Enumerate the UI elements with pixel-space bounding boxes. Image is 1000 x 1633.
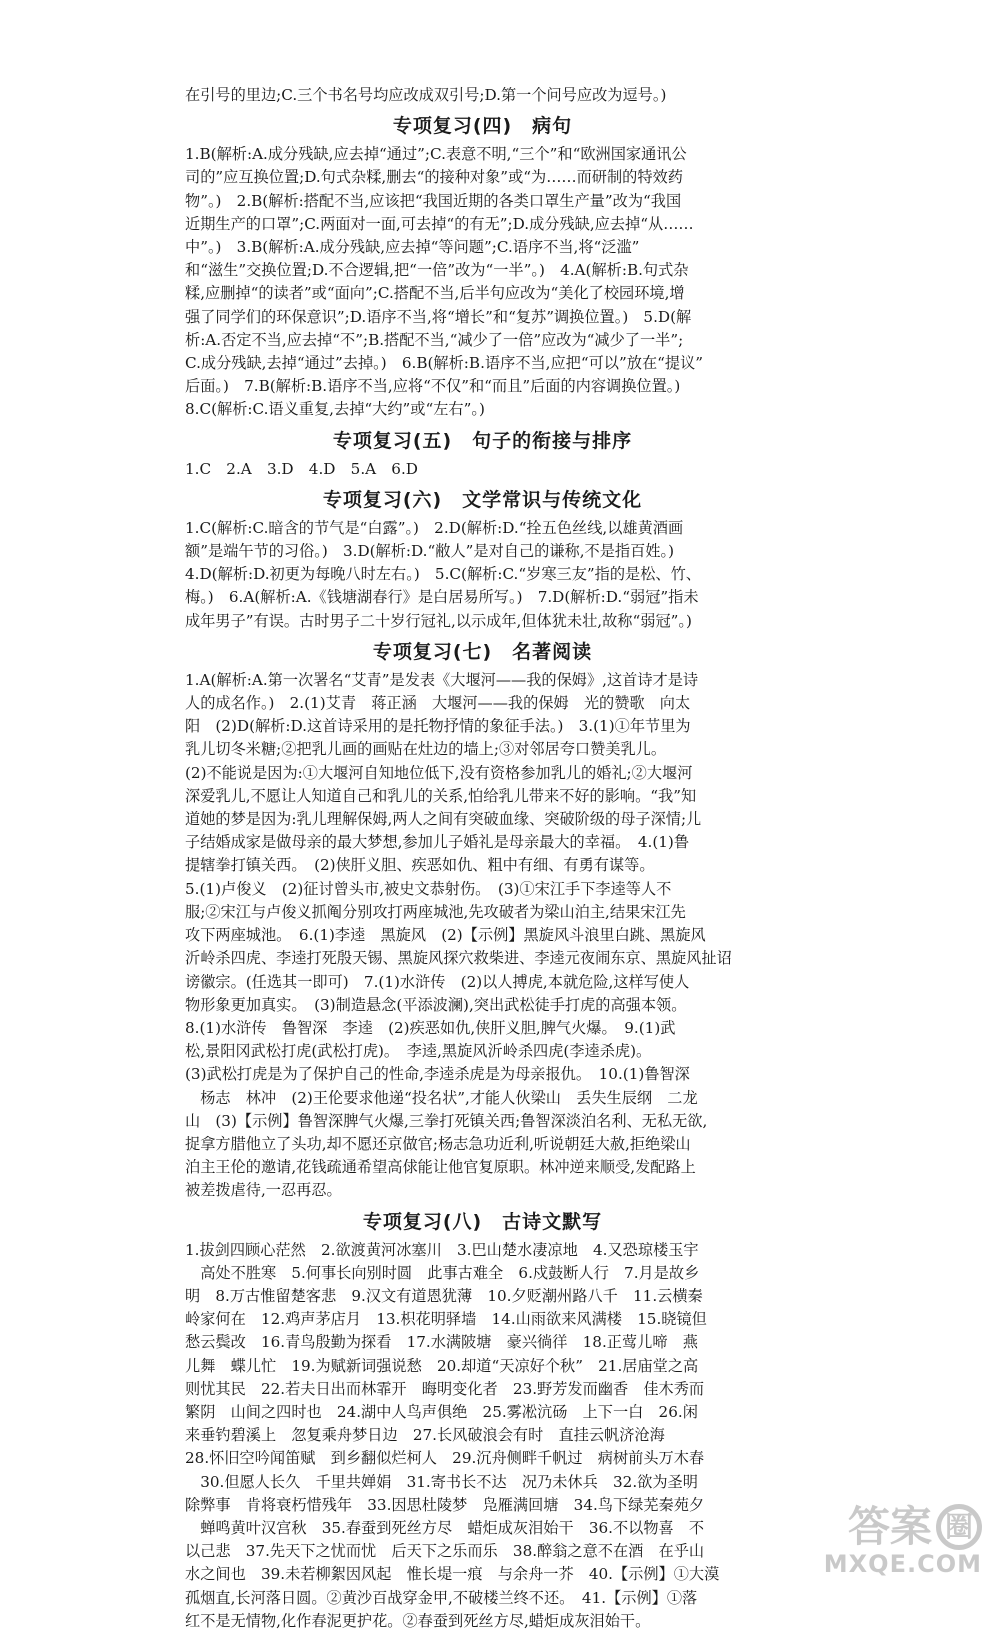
answer-line: 司的”应互换位置;D.句式杂糅,删去“的接种对象”或“为……而研制的特效药 (185, 168, 683, 187)
answer-line: 梅。) 6.A(解析:A.《钱塘湖春行》是白居易所写。) 7.D(解析:D.“弱冠”指未 (185, 588, 699, 607)
answer-line: 1.拔剑四顾心茫然 2.欲渡黄河冰塞川 3.巴山楚水凄凉地 4.又恐琼楼玉宇 (185, 1240, 699, 1259)
answer-line: 松,景阳冈武松打虎(武松打虎)。 李逵,黑旋风沂岭杀四虎(李逵杀虎)。 (185, 1042, 652, 1061)
answer-page (185, 84, 780, 1633)
answer-line: 5.(1)卢俊义 (2)征讨曾头市,被史文恭射伤。 (3)①宋江手下李逵等人不 (185, 879, 672, 898)
section-title: 专项复习(六) 文学常识与传统文化 (322, 488, 643, 511)
section-title: 专项复习(四) 病句 (392, 115, 573, 138)
answer-line: 孤烟直,长河落日圆。②黄沙百战穿金甲,不破楼兰终不还。 41.【示例】①落 (185, 1588, 698, 1607)
answer-line: 物”。) 2.B(解析:搭配不当,应该把“我国近期的各类口罩生产量”改为“我国 (185, 191, 682, 210)
answer-line: 杨志 林冲 (2)王伦要求他递“投名状”,才能人伙梁山 丢失生辰纲 二龙 (185, 1088, 698, 1107)
answer-line: 山 (3)【示例】鲁智深脾气火爆,三拳打死镇关西;鲁智深淡泊名利、无私无欲, (185, 1111, 708, 1130)
answer-line: 提辖拳打镇关西。 (2)侠肝义胆、疾恶如仇、粗中有细、有勇有谋等。 (185, 856, 655, 875)
answer-line: 乳儿切冬米糖;②把乳儿画的画贴在灶边的墙上;③对邻居夸口赞美乳儿。 (185, 740, 667, 759)
answer-line: 被差拨虐待,一忍再忍。 (185, 1181, 342, 1200)
answer-line: 和“滋生”交换位置;D.不合逻辑,把“一倍”改为“一半”。) 4.A(解析:B.句式杂 (185, 261, 689, 280)
answer-line: 沂岭杀四虎、李逵打死殷天锡、黑旋风探穴救柴进、李逵元夜闹东京、黑旋风扯诏 (185, 949, 732, 968)
answer-line: 愁云鬓改 16.青鸟殷勤为探看 17.水满陂塘 豪兴徜徉 18.正莺儿啼 燕 (185, 1333, 698, 1352)
watermark-logo (792, 1504, 982, 1550)
answer-line: 道她的梦是因为:乳儿理解保姆,两人之间有突破血缘、突破阶级的母子深情;儿 (185, 810, 702, 829)
answer-line: 1.B(解析:A.成分残缺,应去掉“通过”;C.表意不明,“三个”和“欧洲国家通讯公 (185, 145, 687, 164)
answer-line: 繁阴 山间之四时也 24.湖中人鸟声俱绝 25.雾凇沆砀 上下一白 26.闲 (185, 1402, 698, 1421)
answer-line: 高处不胜寒 5.何事长向别时圆 此事古难全 6.戍鼓断人行 7.月是故乡 (185, 1263, 700, 1282)
answer-line: 则忧其民 22.若夫日出而林霏开 晦明变化者 23.野芳发而幽香 佳木秀而 (185, 1379, 705, 1398)
section-title: 专项复习(七) 名著阅读 (372, 640, 593, 663)
answer-line: 谤徽宗。(任选其一即可) 7.(1)水浒传 (2)以人搏虎,本就危险,这样写使人 (185, 972, 690, 991)
answer-line: (2)不能说是因为:①大堰河自知地位低下,没有资格参加乳儿的婚礼;②大堰河 (185, 763, 693, 782)
watermark-url: MXQE.COM (823, 1550, 982, 1578)
answer-line: 水之间也 39.未若柳絮因风起 惟长堤一痕 与余舟一芥 40.【示例】①大漠 (185, 1565, 720, 1584)
answer-line: 1.A(解析:A.第一次署名“艾青”是发表《大堰河——我的保姆》,这首诗才是诗 (185, 670, 699, 689)
answer-line: 近期生产的口罩”;C.两面对一面,可去掉“的有无”;D.成分残缺,应去掉“从…… (185, 214, 694, 233)
answer-line: 人的成名作。) 2.(1)艾青 蒋正涵 大堰河——我的保姆 光的赞歌 向太 (185, 694, 691, 713)
answer-line: 来垂钓碧溪上 忽复乘舟梦日边 27.长风破浪会有时 直挂云帆济沧海 (185, 1426, 665, 1445)
answer-line: 蝉鸣黄叶汉宫秋 35.春蚕到死丝方尽 蜡炬成灰泪始干 36.不以物喜 不 (185, 1518, 705, 1537)
answer-line: 红不是无情物,化作春泥更护花。②春蚕到死丝方尽,蜡炬成灰泪始干。 (185, 1611, 651, 1630)
answer-line: 8.C(解析:C.语义重复,去掉“大约”或“左右”。) (185, 400, 485, 419)
answer-line: 攻下两座城池。 6.(1)李逵 黑旋风 (2)【示例】黑旋风斗浪里白跳、黑旋风 (185, 926, 706, 945)
watermark-badge-icon: 圈 (936, 1504, 982, 1550)
answer-line: 4.D(解析:D.初更为每晚八时左右。) 5.C(解析:C.“岁寒三友”指的是松、竹、 (185, 565, 701, 584)
answer-line: 泊主王伦的邀请,花钱疏通希望高俅能让他官复原职。林冲逆来顺受,发配路上 (185, 1158, 696, 1177)
answer-line: 成年男子”有误。古时男子二十岁行冠礼,以示成年,但体犹未壮,故称“弱冠”。) (185, 611, 692, 630)
answer-line: 8.(1)水浒传 鲁智深 李逵 (2)疾恶如仇,侠肝义胆,脾气火爆。 9.(1)武 (185, 1018, 676, 1037)
section-title: 专项复习(五) 句子的衔接与排序 (332, 429, 633, 452)
watermark-text: 答案 (847, 1502, 932, 1551)
answer-line: 1.C 2.A 3.D 4.D 5.A 6.D (185, 459, 418, 478)
answer-line: 深爱乳儿,不愿让人知道自己和乳儿的关系,怕给乳儿带来不好的影响。“我”知 (185, 786, 697, 805)
answer-line: 物形象更加真实。 (3)制造悬念(平添波澜),突出武松徒手打虎的高强本领。 (185, 995, 687, 1014)
answer-line: 除弊事 肯将衰朽惜残年 33.因思杜陵梦 凫雁满回塘 34.鸟下绿芜秦苑夕 (185, 1495, 705, 1514)
answer-line: 30.但愿人长久 千里共婵娟 31.寄书长不达 况乃未休兵 32.欲为圣明 (185, 1472, 698, 1491)
answer-line: (3)武松打虎是为了保护自己的性命,李逵杀虎是为母亲报仇。 10.(1)鲁智深 (185, 1065, 690, 1084)
answer-line: 捉拿方腊他立了头功,却不愿还京做官;杨志急功近利,听说朝廷大赦,拒绝梁山 (185, 1134, 691, 1153)
intro-line: 在引号的里边;C.三个书名号均应改成双引号;D.第一个问号应改为逗号。) (185, 86, 667, 104)
answer-line: 1.C(解析:C.暗含的节气是“白露”。) 2.D(解析:D.“拴五色丝线,以雄黄酒画 (185, 518, 684, 537)
answer-line: 服;②宋江与卢俊义抓阄分别攻打两座城池,先攻破者为梁山泊主,结果宋江先 (185, 902, 686, 921)
sections-container (185, 111, 780, 1633)
answer-line: 糅,应删掉“的读者”或“面向”;C.搭配不当,后半句应改为“美化了校园环境,增 (185, 284, 685, 303)
answer-line: 强了同学们的环保意识”;D.语序不当,将“增长”和“复苏”调换位置。) 5.D(解 (185, 307, 692, 326)
answer-line: 析:A.否定不当,应去掉“不”;B.搭配不当,“减少了一倍”应改为“减少了一半”; (185, 330, 684, 349)
answer-line: 明 8.万古惟留楚客悲 9.汉文有道恩犹薄 10.夕贬潮州路八千 11.云横秦 (185, 1286, 703, 1305)
answer-line: 阳 (2)D(解析:D.这首诗采用的是托物抒情的象征手法。) 3.(1)①年节里为 (185, 717, 691, 736)
answer-line: 儿舞 蝶儿忙 19.为赋新词强说愁 20.却道“天凉好个秋” 21.居庙堂之高 (185, 1356, 699, 1375)
answer-line: 额”是端午节的习俗。) 3.D(解析:D.“敝人”是对自己的谦称,不是指百姓。) (185, 542, 675, 561)
answer-line: 中”。) 3.B(解析:A.成分残缺,应去掉“等问题”;C.语序不当,将“泛滥” (185, 238, 640, 257)
answer-line: 后面。) 7.B(解析:B.语序不当,应将“不仅”和“而且”后面的内容调换位置。) (185, 377, 681, 396)
answer-line: 28.怀旧空吟闻笛赋 到乡翻似烂柯人 29.沉舟侧畔千帆过 病树前头万木春 (185, 1449, 705, 1468)
answer-line: 岭家何在 12.鸡声茅店月 13.枳花明驿墙 14.山雨欲来风满楼 15.晓镜但 (185, 1310, 707, 1329)
section-title: 专项复习(八) 古诗文默写 (362, 1210, 603, 1233)
answer-line: 以己悲 37.先天下之忧而忧 后天下之乐而乐 38.醉翁之意不在酒 在乎山 (185, 1542, 705, 1561)
answer-line: 子结婚成家是做母亲的最大梦想,参加儿子婚礼是母亲最大的幸福。 4.(1)鲁 (185, 833, 690, 852)
answer-line: C.成分残缺,去掉“通过”去掉。) 6.B(解析:B.语序不当,应把“可以”放在“提议” (185, 354, 704, 373)
site-watermark (792, 1504, 982, 1586)
